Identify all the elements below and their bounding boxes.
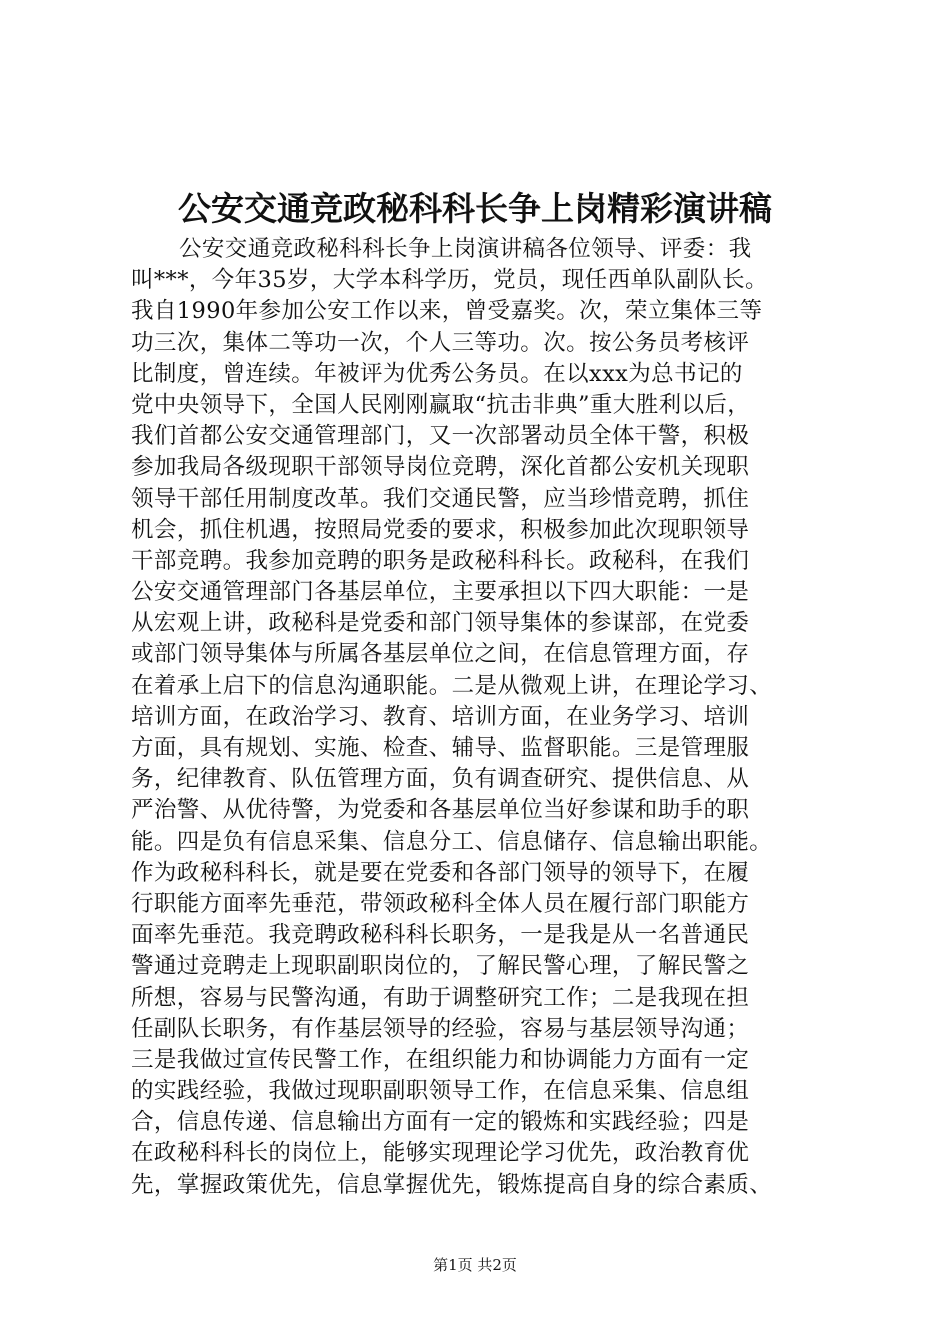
body-line: 公安交通管理部门各基层单位，主要承担以下四大职能：一是: [131, 579, 750, 606]
body-line: 机会，抓住机遇，按照局党委的要求，积极参加此次现职领导: [131, 516, 750, 543]
document-title: 公安交通竞政秘科科长争上岗精彩演讲稿: [178, 189, 772, 228]
body-line: 先，掌握政策优先，信息掌握优先，锻炼提高自身的综合素质、: [131, 1171, 773, 1198]
body-line: 作为政秘科科长，就是要在党委和各部门领导的领导下，在履: [131, 859, 750, 886]
body-line: 方面，具有规划、实施、检查、辅导、监督职能。三是管理服: [131, 735, 750, 761]
body-line: 所想，容易与民警沟通，有助于调整研究工作；二是我现在担: [131, 984, 750, 1011]
body-line: 任副队长职务，有作基层领导的经验，容易与基层领导沟通；: [131, 1015, 750, 1042]
body-line: 严治警、从优待警，为党委和各基层单位当好参谋和助手的职: [131, 797, 750, 824]
body-line: 警通过竞聘走上现职副职岗位的，了解民警心理，了解民警之: [131, 953, 750, 980]
body-line: 面率先垂范。我竞聘政秘科科长职务，一是我是从一名普通民: [131, 922, 750, 949]
body-line: 在着承上启下的信息沟通职能。二是从微观上讲，在理论学习、: [131, 672, 773, 699]
body-line: 能。四是负有信息采集、信息分工、信息储存、信息输出职能。: [131, 828, 773, 855]
body-line: 合，信息传递、信息输出方面有一定的锻炼和实践经验；四是: [131, 1109, 750, 1136]
body-line: 参加我局各级现职干部领导岗位竞聘，深化首都公安机关现职: [131, 454, 750, 481]
body-line: 三是我做过宣传民警工作，在组织能力和协调能力方面有一定: [131, 1046, 750, 1073]
body-line: 务，纪律教育、队伍管理方面，负有调查研究、提供信息、从: [131, 766, 750, 793]
body-line: 我自1990年参加公安工作以来，曾受嘉奖。次，荣立集体三等: [131, 298, 763, 325]
body-line: 比制度，曾连续。年被评为优秀公务员。在以xxx为总书记的: [131, 360, 743, 387]
body-line: 领导干部任用制度改革。我们交通民警，应当珍惜竞聘，抓住: [131, 485, 750, 512]
body-line: 我们首都公安交通管理部门，又一次部署动员全体干警，积极: [131, 423, 750, 450]
body-line: 干部竞聘。我参加竞聘的职务是政秘科科长。政秘科，在我们: [131, 547, 750, 574]
body-line: 培训方面，在政治学习、教育、培训方面，在业务学习、培训: [131, 703, 750, 730]
document-body: [131, 234, 845, 1201]
body-line: 功三次，集体二等功一次，个人三等功。次。按公务员考核评: [131, 329, 750, 356]
body-line: 公安交通竞政秘科科长争上岗演讲稿各位领导、评委：我: [179, 236, 752, 262]
page-footer: 第1页 共2页: [433, 1256, 517, 1274]
body-line: 叫***，今年35岁，大学本科学历，党员，现任西单队副队长。: [131, 267, 768, 294]
body-line: 行职能方面率先垂范，带领政秘科全体人员在履行部门职能方: [131, 890, 750, 917]
body-line: 在政秘科科长的岗位上，能够实现理论学习优先，政治教育优: [131, 1140, 750, 1167]
body-line: 党中央领导下，全国人民刚刚赢取“抗击非典”重大胜利以后，: [131, 391, 751, 418]
body-line: 从宏观上讲，政秘科是党委和部门领导集体的参谋部，在党委: [131, 610, 750, 637]
body-line: 的实践经验，我做过现职副职领导工作，在信息采集、信息组: [131, 1078, 750, 1105]
body-line: 或部门领导集体与所属各基层单位之间，在信息管理方面，存: [131, 641, 750, 668]
